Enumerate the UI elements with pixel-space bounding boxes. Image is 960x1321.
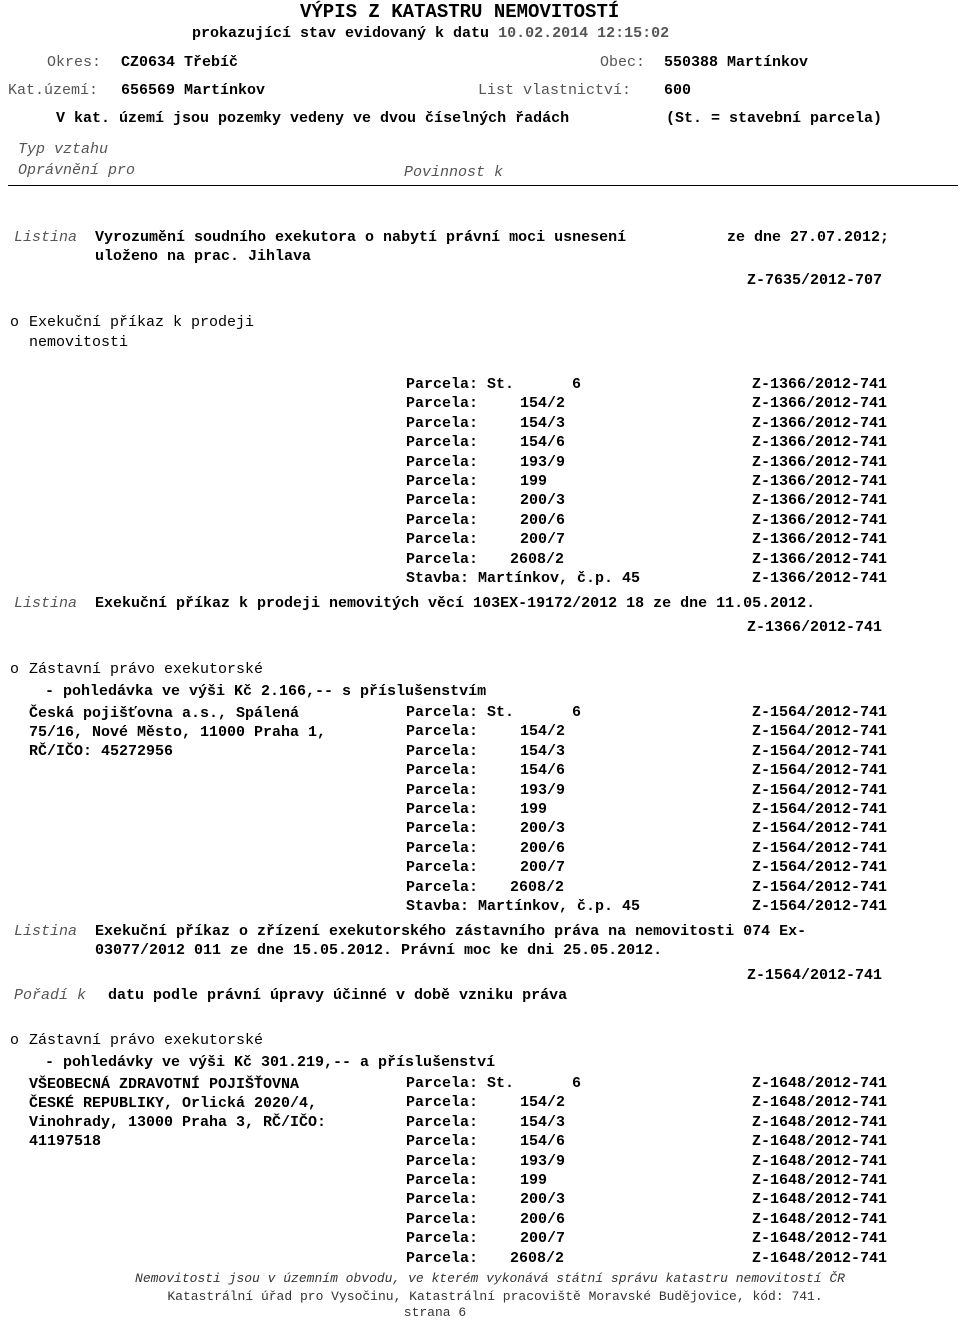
parcel-label: Parcela: — [406, 1191, 479, 1208]
parcel-number: 193/9 — [520, 782, 566, 799]
parcel-number: 154/3 — [520, 743, 566, 760]
parcel-reference: Z-1564/2012-741 — [752, 859, 888, 876]
owner-line: 41197518 — [29, 1133, 102, 1150]
parcel-number: 154/3 — [520, 415, 566, 432]
parcel-row — [0, 1171, 960, 1190]
numbering-note-legend: (St. = stavební parcela) — [666, 110, 883, 127]
section-subtitle: - pohledávka ve výši Kč 2.166,-- s příslušenstvím — [45, 683, 487, 700]
parcel-label: Parcela: — [406, 1153, 479, 1170]
page-number: strana 6 — [403, 1305, 467, 1320]
parcel-label: Parcela: — [406, 395, 479, 412]
listina-reference: Z-1564/2012-741 — [747, 967, 883, 984]
parcel-label: Parcela: — [406, 840, 479, 857]
parcel-reference: Z-1648/2012-741 — [752, 1211, 888, 1228]
listina-date: ze dne 27.07.2012; — [727, 229, 890, 246]
parcel-label: Parcela: — [406, 879, 479, 896]
parcel-reference: Z-1366/2012-741 — [752, 454, 888, 471]
document-title: VÝPIS Z KATASTRU NEMOVITOSTÍ — [300, 1, 620, 23]
parcel-number: 200/7 — [520, 531, 566, 548]
parcel-reference: Z-1564/2012-741 — [752, 801, 888, 818]
stavba-reference: Z-1366/2012-741 — [752, 570, 888, 587]
parcel-reference: Z-1648/2012-741 — [752, 1230, 888, 1247]
parcel-label: Parcela: — [406, 1250, 479, 1267]
kat-uzemi-label: Kat.území: — [8, 82, 99, 99]
parcel-reference: Z-1564/2012-741 — [752, 723, 888, 740]
parcel-number: 2608/2 — [510, 551, 565, 568]
stavba-row — [0, 897, 960, 916]
parcel-number: 200/3 — [520, 1191, 566, 1208]
parcel-reference: Z-1564/2012-741 — [752, 879, 888, 896]
owner-line: Vinohrady, 13000 Praha 3, RČ/IČO: — [29, 1114, 327, 1131]
parcel-reference: Z-1564/2012-741 — [752, 762, 888, 779]
parcel-number: 200/3 — [520, 492, 566, 509]
owner-line: ČESKÉ REPUBLIKY, Orlická 2020/4, — [29, 1095, 318, 1112]
column-typ-vztahu: Typ vztahu — [18, 141, 109, 158]
footer-line: Nemovitosti jsou v územním obvodu, ve kterém vykonává státní správu katastru nemovitostí ČR — [135, 1271, 845, 1286]
listina-text: Exekuční příkaz k prodeji nemovitých věcí 103EX-19172/2012 18 ze dne 11.05.2012. — [95, 595, 816, 612]
parcel-reference: Z-1648/2012-741 — [752, 1191, 888, 1208]
column-opravneni-pro: Oprávnění pro — [18, 162, 136, 179]
parcel-label: Parcela: St. — [406, 704, 515, 721]
parcel-number: 199 — [520, 801, 548, 818]
bullet-icon: o — [10, 314, 20, 331]
listina-reference: Z-1366/2012-741 — [747, 619, 883, 636]
parcel-row — [0, 472, 960, 491]
parcel-reference: Z-1366/2012-741 — [752, 434, 888, 451]
obec-value: 550388 Martínkov — [664, 54, 809, 71]
okres-value: CZ0634 Třebíč — [121, 54, 239, 71]
parcel-label: Parcela: — [406, 1094, 479, 1111]
parcel-row — [0, 550, 960, 569]
parcel-row — [0, 414, 960, 433]
parcel-reference: Z-1564/2012-741 — [752, 840, 888, 857]
parcel-label: Parcela: — [406, 1211, 479, 1228]
parcel-row — [0, 1113, 960, 1132]
parcel-number: 6 — [572, 1075, 582, 1092]
parcel-label: Parcela: St. — [406, 1075, 515, 1092]
parcel-row — [0, 491, 960, 510]
parcel-number: 154/6 — [520, 762, 566, 779]
parcel-reference: Z-1366/2012-741 — [752, 395, 888, 412]
parcel-row — [0, 703, 960, 722]
parcel-row — [0, 1229, 960, 1248]
parcel-number: 154/2 — [520, 395, 566, 412]
section-subtitle: - pohledávky ve výši Kč 301.219,-- a příslušenství — [45, 1054, 496, 1071]
document-subtitle — [192, 24, 669, 43]
parcel-reference: Z-1648/2012-741 — [752, 1094, 888, 1111]
parcel-reference: Z-1366/2012-741 — [752, 492, 888, 509]
parcel-label: Parcela: — [406, 1114, 479, 1131]
parcel-row — [0, 858, 960, 877]
parcel-reference: Z-1648/2012-741 — [752, 1250, 888, 1267]
parcel-number: 200/7 — [520, 859, 566, 876]
parcel-number: 199 — [520, 1172, 548, 1189]
parcel-row — [0, 761, 960, 780]
parcel-label: Parcela: — [406, 454, 479, 471]
parcel-reference: Z-1648/2012-741 — [752, 1172, 888, 1189]
parcel-number: 6 — [572, 376, 582, 393]
parcel-label: Parcela: — [406, 1172, 479, 1189]
parcel-row — [0, 1249, 960, 1268]
owner-line: Česká pojišťovna a.s., Spálená — [29, 705, 300, 722]
parcel-label: Parcela: — [406, 531, 479, 548]
parcel-number: 6 — [572, 704, 582, 721]
stavba-row — [0, 569, 960, 588]
parcel-row — [0, 878, 960, 897]
parcel-number: 200/6 — [520, 840, 566, 857]
section-title: Exekuční příkaz k prodeji — [29, 314, 255, 331]
numbering-note: V kat. území jsou pozemky vedeny ve dvou číselných řadách — [56, 110, 570, 127]
parcel-number: 200/3 — [520, 820, 566, 837]
parcel-reference: Z-1366/2012-741 — [752, 531, 888, 548]
owner-line: RČ/IČO: 45272956 — [29, 743, 174, 760]
owner-line: 75/16, Nové Město, 11000 Praha 1, — [29, 724, 327, 741]
parcel-number: 200/6 — [520, 1211, 566, 1228]
stavba-label: Stavba: Martínkov, č.p. 45 — [406, 898, 641, 915]
parcel-reference: Z-1564/2012-741 — [752, 743, 888, 760]
parcel-row — [0, 1190, 960, 1209]
subtitle-date: 10.02.2014 12:15:02 — [498, 25, 670, 42]
kat-uzemi-value: 656569 Martínkov — [121, 82, 266, 99]
parcel-number: 199 — [520, 473, 548, 490]
section-title: Zástavní právo exekutorské — [29, 1032, 264, 1049]
parcel-number: 154/3 — [520, 1114, 566, 1131]
parcel-row — [0, 1132, 960, 1151]
parcel-row — [0, 839, 960, 858]
owner-line: VŠEOBECNÁ ZDRAVOTNÍ POJIŠŤOVNA — [29, 1076, 300, 1093]
parcel-row — [0, 800, 960, 819]
parcel-reference: Z-1366/2012-741 — [752, 473, 888, 490]
parcel-reference: Z-1648/2012-741 — [752, 1075, 888, 1092]
obec-label: Obec: — [600, 54, 646, 71]
parcel-reference: Z-1564/2012-741 — [752, 820, 888, 837]
parcel-number: 154/2 — [520, 723, 566, 740]
column-povinnost-k: Povinnost k — [404, 164, 504, 181]
parcel-label: Parcela: — [406, 801, 479, 818]
listina-label: Listina — [14, 923, 78, 940]
parcel-reference: Z-1648/2012-741 — [752, 1133, 888, 1150]
parcel-reference: Z-1366/2012-741 — [752, 376, 888, 393]
parcel-row — [0, 819, 960, 838]
parcel-row — [0, 1210, 960, 1229]
subtitle-prefix: prokazující stav evidovaný k datu — [192, 25, 490, 42]
parcel-number: 2608/2 — [510, 879, 565, 896]
parcel-number: 193/9 — [520, 1153, 566, 1170]
parcel-reference: Z-1564/2012-741 — [752, 704, 888, 721]
parcel-reference: Z-1648/2012-741 — [752, 1153, 888, 1170]
parcel-reference: Z-1564/2012-741 — [752, 782, 888, 799]
parcel-number: 2608/2 — [510, 1250, 565, 1267]
listina-text: Exekuční příkaz o zřízení exekutorského zástavního práva na nemovitosti 074 Ex- — [95, 923, 807, 940]
parcel-reference: Z-1648/2012-741 — [752, 1114, 888, 1131]
parcel-row — [0, 453, 960, 472]
section-title-continued: nemovitosti — [29, 334, 129, 351]
parcel-label: Parcela: — [406, 723, 479, 740]
bullet-icon: o — [10, 1032, 20, 1049]
parcel-reference: Z-1366/2012-741 — [752, 512, 888, 529]
parcel-row — [0, 781, 960, 800]
parcel-row — [0, 1093, 960, 1112]
listina-reference: Z-7635/2012-707 — [747, 272, 883, 289]
parcel-label: Parcela: — [406, 743, 479, 760]
parcel-number: 193/9 — [520, 454, 566, 471]
parcel-row — [0, 742, 960, 761]
parcel-label: Parcela: — [406, 512, 479, 529]
parcel-number: 154/6 — [520, 434, 566, 451]
listina-text: Vyrozumění soudního exekutora o nabytí právní moci usnesení — [95, 229, 627, 246]
parcel-row — [0, 511, 960, 530]
parcel-reference: Z-1366/2012-741 — [752, 551, 888, 568]
parcel-row — [0, 1074, 960, 1093]
parcel-label: Parcela: — [406, 473, 479, 490]
poradi-text: datu podle právní úpravy účinné v době vzniku práva — [108, 987, 568, 1004]
listina-text-continued: uloženo na prac. Jihlava — [95, 248, 312, 265]
parcel-row — [0, 394, 960, 413]
parcel-label: Parcela: — [406, 434, 479, 451]
parcel-label: Parcela: — [406, 859, 479, 876]
bullet-icon: o — [10, 661, 20, 678]
list-vlastnictvi-value: 600 — [664, 82, 692, 99]
parcel-number: 154/2 — [520, 1094, 566, 1111]
parcel-number: 200/7 — [520, 1230, 566, 1247]
parcel-label: Parcela: — [406, 1230, 479, 1247]
list-vlastnictvi-label: List vlastnictví: — [478, 82, 632, 99]
okres-label: Okres: — [47, 54, 102, 71]
stavba-reference: Z-1564/2012-741 — [752, 898, 888, 915]
listina-text-continued: 03077/2012 011 ze dne 15.05.2012. Právní moc ke dni 25.05.2012. — [95, 942, 663, 959]
header-divider — [8, 185, 958, 186]
parcel-label: Parcela: — [406, 551, 479, 568]
parcel-label: Parcela: — [406, 1133, 479, 1150]
parcel-row — [0, 1152, 960, 1171]
parcel-row — [0, 375, 960, 394]
parcel-reference: Z-1366/2012-741 — [752, 415, 888, 432]
parcel-number: 200/6 — [520, 512, 566, 529]
listina-label: Listina — [14, 229, 78, 246]
parcel-label: Parcela: — [406, 782, 479, 799]
parcel-label: Parcela: — [406, 762, 479, 779]
section-title: Zástavní právo exekutorské — [29, 661, 264, 678]
parcel-label: Parcela: — [406, 820, 479, 837]
parcel-label: Parcela: — [406, 492, 479, 509]
listina-label: Listina — [14, 595, 78, 612]
parcel-row — [0, 722, 960, 741]
parcel-label: Parcela: St. — [406, 376, 515, 393]
stavba-label: Stavba: Martínkov, č.p. 45 — [406, 570, 641, 587]
parcel-label: Parcela: — [406, 415, 479, 432]
parcel-number: 154/6 — [520, 1133, 566, 1150]
poradi-label: Pořadí k — [14, 987, 87, 1004]
parcel-row — [0, 530, 960, 549]
footer-line: Katastrální úřad pro Vysočinu, Katastrální pracoviště Moravské Budějovice, kód: 741. — [167, 1289, 823, 1304]
parcel-row — [0, 433, 960, 452]
